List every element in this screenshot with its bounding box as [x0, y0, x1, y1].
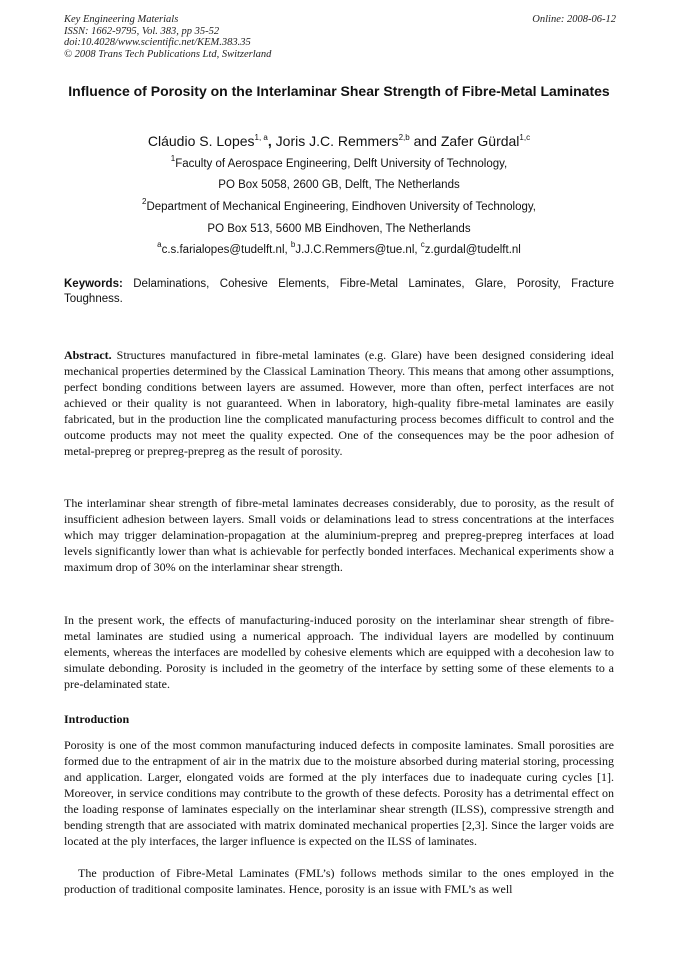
email-sup: a	[157, 240, 162, 249]
keywords	[64, 277, 614, 306]
affiliation-text: Department of Mechanical Engineering, Eindhoven University of Technology,	[146, 201, 536, 213]
email-address[interactable]: z.gurdal@tudelft.nl	[424, 244, 521, 256]
author-sup: 1, a	[254, 133, 268, 142]
email-address[interactable]: c.s.farialopes@tudelft.nl	[161, 244, 285, 256]
author-and: and	[413, 133, 437, 149]
email-separator: ,	[284, 244, 291, 256]
affiliation-text: Faculty of Aerospace Engineering, Delft University of Technology,	[175, 158, 508, 170]
email-sup: b	[290, 240, 296, 249]
author-sup: 1,c	[519, 133, 531, 142]
affiliation-sup: 2	[142, 197, 147, 206]
copyright-line: © 2008 Trans Tech Publications Ltd, Switzerland	[64, 48, 272, 60]
online-date: Online: 2008-06-12	[532, 14, 616, 25]
author-line	[0, 133, 678, 149]
abstract-label: Abstract.	[64, 348, 112, 362]
affiliation-sup: 1	[170, 154, 176, 163]
affiliation-2-line1	[0, 197, 678, 213]
paper-title: Influence of Porosity on the Interlaminar Shear Strength of Fibre-Metal Laminates	[68, 83, 610, 99]
abstract-paragraph-3: In the present work, the effects of manufacturing-induced porosity on the interlaminar shear strength of fibre-metal laminates are studied using a numerical approach. The individual layers are modelled by continuum elements, whereas the interfaces are modelled by cohesive elements which are equipped with a decohesion law to simulate debonding. Porosity is included in the geometry of the interface by setting some of these elements to a pre-delaminated state.	[64, 613, 614, 691]
author-name: Cláudio S. Lopes	[147, 133, 255, 149]
journal-header	[64, 14, 616, 60]
keywords-text: Delaminations, Cohesive Elements, Fibre-Metal Laminates, Glare, Porosity, Fracture Toughness.	[64, 278, 614, 305]
affiliation-1-line2: PO Box 5058, 2600 GB, Delft, The Netherlands	[218, 179, 460, 191]
author-name: Joris J.C. Remmers	[275, 133, 399, 149]
abstract-paragraph-2: The interlaminar shear strength of fibre-metal laminates decreases considerably, due to porosity, as the result of insufficient adhesion between layers. Small voids or delaminations lead to stress concentrations at the interfaces which may trigger delamination-propagation at the aluminium-prepreg and prepreg-prepreg interfaces at load levels significantly lower than what is achievable for perfectly bonded interfaces. Mechanical experiments show a maximum drop of 30% on the interlaminar shear strength.	[64, 496, 614, 574]
email-separator: ,	[414, 244, 421, 256]
email-line	[0, 240, 678, 256]
affiliation-2-line2: PO Box 513, 5600 MB Eindhoven, The Netherlands	[207, 223, 471, 235]
author-name: Zafer Gürdal	[440, 133, 520, 149]
intro-paragraph-1: Porosity is one of the most common manufacturing induced defects in composite laminates. Small porosities are formed due to the entrapment of air in the matrix due to the moisture absorbed during material storing, processing and application. Larger, elongated voids are formed at the ply interfaces due to inadequate curing cycles [1]. Moreover, in service conditions may contribute to the growth of these defects. Porosity has a detrimental effect on the loading response of laminates especially on the interlaminar shear strength (ILSS), compressive strength and bending strength that are associated with matrix dominated mechanical properties [2,3]. Since the larger voids are located at the ply interfaces, the larger influence is expected on the ILSS of laminates.	[64, 738, 614, 848]
author-sup: 2,b	[398, 133, 410, 142]
doi-line: doi:10.4028/www.scientific.net/KEM.383.35	[64, 37, 251, 49]
email-sup: c	[420, 240, 425, 249]
section-heading: Introduction	[64, 712, 130, 726]
abstract-paragraph-1	[64, 347, 614, 459]
journal-name: Key Engineering Materials	[64, 14, 179, 25]
intro-paragraph-2: The production of Fibre-Metal Laminates (FML’s) follows methods similar to the ones employed in the production of traditional composite laminates. Hence, porosity is an issue with FML’s as well	[64, 866, 614, 896]
keywords-label: Keywords:	[64, 278, 123, 290]
affiliation-1-line1	[0, 154, 678, 170]
issn-line: ISSN: 1662-9795, Vol. 383, pp 35-52	[64, 25, 220, 37]
author-separator: ,	[267, 133, 272, 149]
email-address[interactable]: J.J.C.Remmers@tue.nl	[295, 244, 415, 256]
abstract-text: Structures manufactured in fibre-metal laminates (e.g. Glare) have been designed considering ideal mechanical properties determined by the Classical Lamination Theory. This means that among other assumptions, perfect bonding conditions between layers are assumed. However, more than often, perfect interfaces are not achieved or their quality is not guaranteed. When in laboratory, high-quality fibre-metal laminates are easily fabricated, but in the production line the complicated manufacturing process becomes difficult to control and the outcome products may not meet the quality expected. One of the consequences may be the poor adhesion of metal-prepreg or prepreg-prepreg as the result of porosity.	[64, 348, 615, 458]
